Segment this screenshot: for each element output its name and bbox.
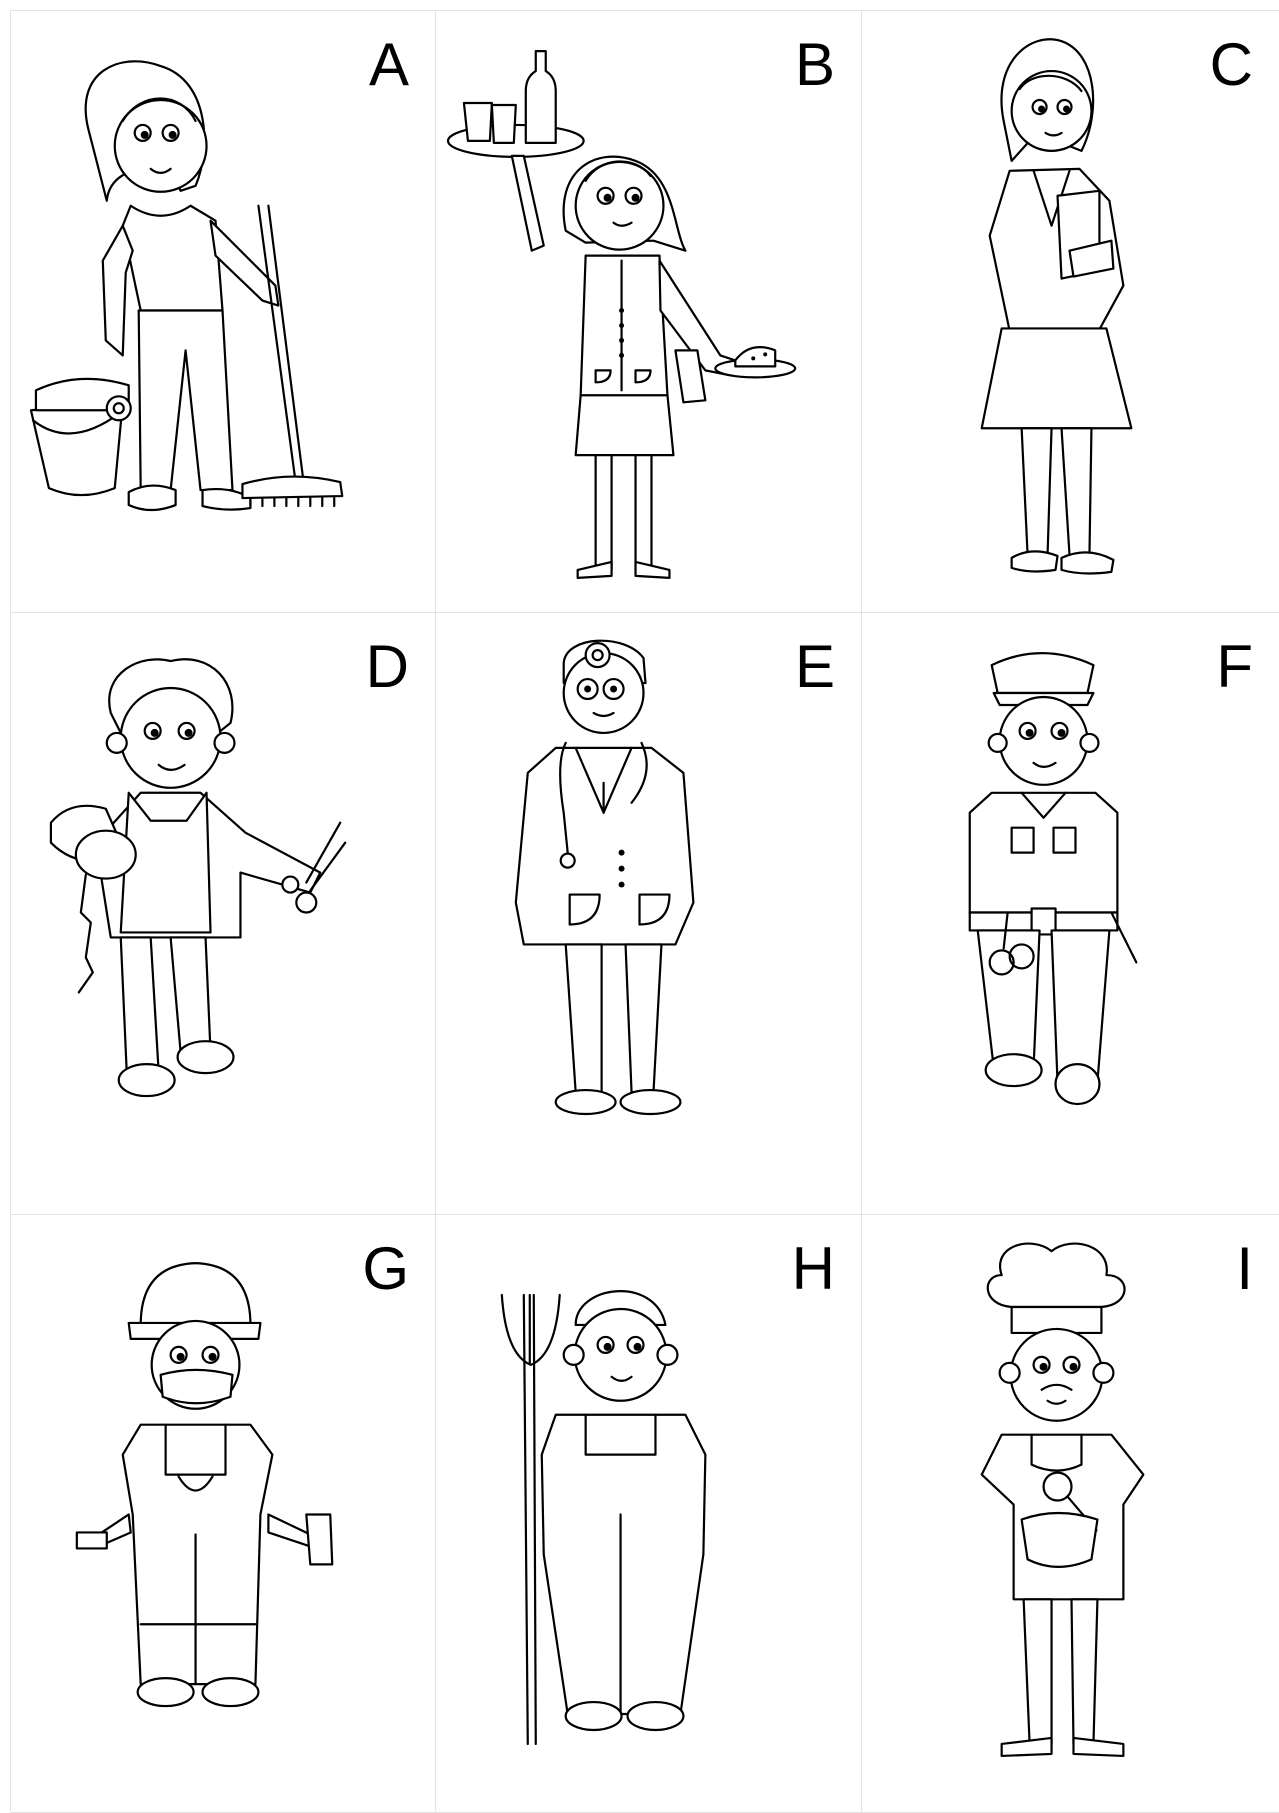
- card-i: [862, 1215, 1279, 1813]
- card-letter: B: [794, 31, 835, 98]
- hairdresser-figure-icon: [11, 613, 435, 1214]
- card-grid: [10, 10, 1279, 1812]
- cleaner-figure-icon: [11, 11, 435, 612]
- card-d: [11, 613, 436, 1215]
- card-letter: C: [1209, 31, 1253, 98]
- card-letter: G: [362, 1235, 409, 1302]
- card-e: [436, 613, 862, 1215]
- builder-figure-icon: [11, 1215, 435, 1812]
- card-letter: D: [365, 633, 409, 700]
- secretary-figure-icon: [862, 11, 1279, 612]
- chef-figure-icon: [862, 1215, 1279, 1812]
- card-letter: A: [368, 31, 409, 98]
- card-b: [436, 11, 862, 613]
- card-letter: I: [1236, 1235, 1253, 1302]
- doctor-figure-icon: [436, 613, 861, 1214]
- police-officer-figure-icon: [862, 613, 1279, 1214]
- card-letter: H: [791, 1235, 835, 1302]
- waitress-figure-icon: [436, 11, 861, 612]
- card-g: [11, 1215, 436, 1813]
- card-letter: F: [1216, 633, 1253, 700]
- farmer-figure-icon: [436, 1215, 861, 1812]
- card-letter: E: [794, 633, 835, 700]
- card-h: [436, 1215, 862, 1813]
- card-c: [862, 11, 1279, 613]
- card-a: [11, 11, 436, 613]
- card-f: [862, 613, 1279, 1215]
